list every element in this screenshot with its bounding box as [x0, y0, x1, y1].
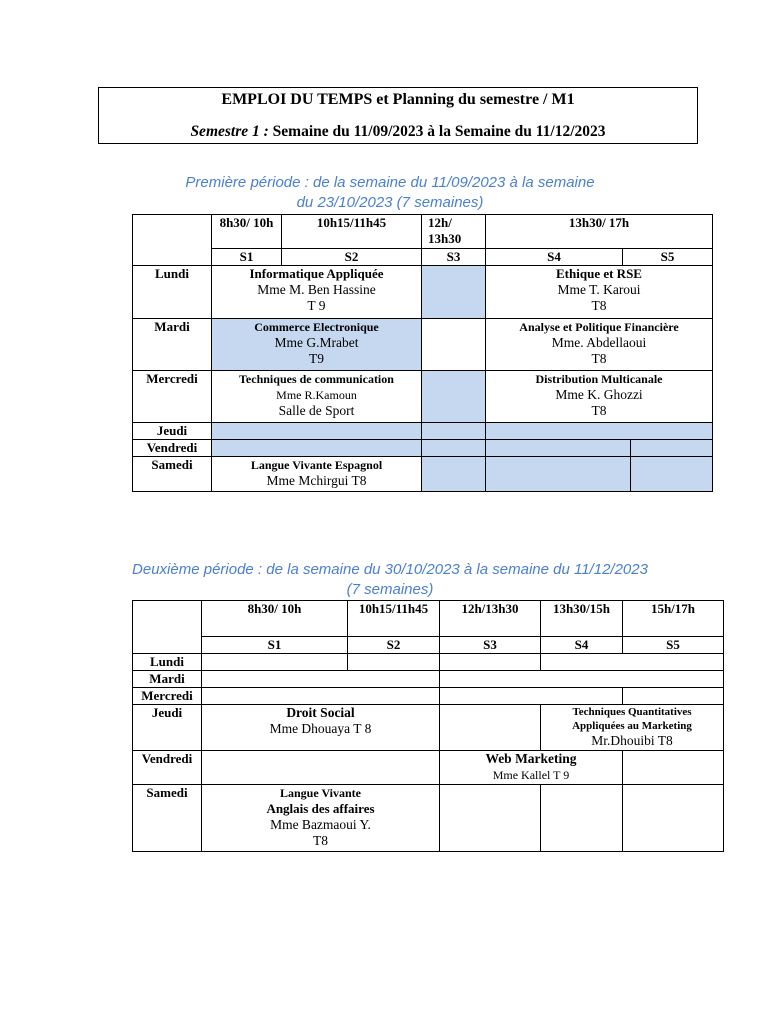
teacher-name: Mr.Dhouibi T8 — [591, 733, 673, 748]
course-name-line2: Anglais des affaires — [266, 801, 375, 816]
period1-time-s3-line2: 13h30 — [428, 231, 462, 246]
period2-lundi-s2 — [348, 654, 440, 671]
course-name: Distribution Multicanale — [535, 372, 663, 386]
period2-table — [132, 600, 724, 852]
period2-corner — [133, 601, 202, 654]
room-name: T8 — [591, 403, 607, 418]
period1-jeudi-s12 — [212, 423, 422, 440]
teacher-name: Mme K. Ghozzi — [555, 387, 643, 402]
teacher-name: Mme Dhouaya T 8 — [269, 721, 372, 736]
period2-slot-s5: S5 — [623, 637, 724, 654]
period1-time-s3 — [422, 215, 486, 249]
period1-title-line2: du 23/10/2023 (7 semaines) — [296, 194, 484, 211]
period1-jeudi-s3 — [422, 423, 486, 440]
room-name: T9 — [309, 351, 324, 366]
period1-jeudi-s45 — [486, 423, 713, 440]
period1-title-line1: Première période : de la semaine du 11/09/2023 à la semaine — [185, 174, 595, 191]
period2-mercredi-s12 — [202, 688, 440, 705]
course-name: Techniques de communication — [239, 372, 394, 386]
period1-day-mercredi: Mercredi — [133, 371, 212, 423]
period2-title-line2: (7 semaines) — [346, 581, 434, 598]
teacher-name: Mme Kallel T 9 — [492, 768, 570, 782]
period1-corner — [133, 215, 212, 266]
semester-range: Semaine du 11/09/2023 à la Semaine du 11/12/2023 — [268, 123, 606, 140]
period1-day-jeudi: Jeudi — [133, 423, 212, 440]
period2-title — [90, 560, 690, 600]
semester-line — [99, 123, 697, 141]
period2-samedi-s5 — [623, 785, 724, 852]
period1-mercredi-course-s45 — [486, 371, 713, 423]
period2-time-s3: 12h/13h30 — [440, 601, 541, 637]
course-name: Langue Vivante Espagnol — [250, 458, 383, 472]
teacher-name: Mme M. Ben Hassine — [257, 282, 376, 297]
document-title: EMPLOI DU TEMPS et Planning du semestre / M1 — [221, 91, 575, 108]
period2-day-mercredi: Mercredi — [133, 688, 202, 705]
period1-vendredi-s5 — [631, 440, 713, 457]
period1-day-vendredi: Vendredi — [133, 440, 212, 457]
room-name: T8 — [313, 833, 328, 848]
period1-mardi-s3 — [422, 319, 486, 371]
course-name: Droit Social — [286, 705, 355, 720]
period1-lundi-course — [212, 266, 422, 319]
course-name: Informatique Appliquée — [249, 266, 384, 281]
teacher-name: Mme Mchirgui T8 — [266, 473, 367, 488]
period1-vendredi-s4 — [486, 440, 631, 457]
room-name: T 9 — [307, 298, 326, 313]
period2-lundi-s1 — [202, 654, 348, 671]
period2-title-line1: Deuxième période : de la semaine du 30/10/2023 à la semaine du 11/12/2023 — [132, 561, 648, 578]
period2-time-s2: 10h15/11h45 — [348, 601, 440, 637]
period1-vendredi-s12 — [212, 440, 422, 457]
title-box — [98, 87, 698, 144]
period2-vendredi-s5 — [623, 751, 724, 785]
period1-mercredi-s3 — [422, 371, 486, 423]
period1-mardi-course-s45 — [486, 319, 713, 371]
period2-day-lundi: Lundi — [133, 654, 202, 671]
teacher-name: Mme T. Karoui — [557, 282, 641, 297]
room-name: T8 — [591, 351, 607, 366]
room-name: Salle de Sport — [278, 403, 355, 418]
period1-slot-s5: S5 — [623, 249, 713, 266]
course-name: Web Marketing — [485, 751, 577, 766]
teacher-name: Mme Bazmaoui Y. — [270, 817, 371, 832]
period1-samedi-s3 — [422, 457, 486, 492]
period1-slot-s3: S3 — [422, 249, 486, 266]
period2-samedi-course — [202, 785, 440, 852]
period2-samedi-s3 — [440, 785, 541, 852]
period2-jeudi-s3 — [440, 705, 541, 751]
teacher-name: Mme G.Mrabet — [274, 335, 359, 350]
period2-lundi-s3 — [440, 654, 541, 671]
period1-time-s2: 10h15/11h45 — [282, 215, 422, 249]
period2-jeudi-course — [202, 705, 440, 751]
period1-slot-s1: S1 — [212, 249, 282, 266]
period2-samedi-s4 — [541, 785, 623, 852]
course-name: Ethique et RSE — [556, 266, 642, 281]
period1-day-samedi: Samedi — [133, 457, 212, 492]
period2-day-mardi: Mardi — [133, 671, 202, 688]
period1-lundi-s3 — [422, 266, 486, 319]
period1-slot-s2: S2 — [282, 249, 422, 266]
period1-mardi-course — [212, 319, 422, 371]
period2-mercredi-s5 — [623, 688, 724, 705]
period2-slot-s4: S4 — [541, 637, 623, 654]
period2-slot-s2: S2 — [348, 637, 440, 654]
period1-vendredi-s3 — [422, 440, 486, 457]
period2-slot-s3: S3 — [440, 637, 541, 654]
period1-time-s45: 13h30/ 17h — [486, 215, 713, 249]
teacher-name: Mme R.Kamoun — [276, 388, 357, 402]
period2-day-vendredi: Vendredi — [133, 751, 202, 785]
course-name: Analyse et Politique Financière — [519, 320, 679, 334]
period1-table — [132, 214, 713, 492]
period1-mercredi-course — [212, 371, 422, 423]
period2-time-s5: 15h/17h — [623, 601, 724, 637]
teacher-name: Mme. Abdellaoui — [551, 335, 647, 350]
period2-time-s1: 8h30/ 10h — [202, 601, 348, 637]
course-name-line1: Techniques Quantitatives — [572, 706, 692, 718]
period1-day-lundi: Lundi — [133, 266, 212, 319]
period2-vendredi-s12 — [202, 751, 440, 785]
period1-day-mardi: Mardi — [133, 319, 212, 371]
period1-lundi-course-s45 — [486, 266, 713, 319]
course-name-line2: Appliquées au Marketing — [572, 720, 692, 732]
room-name: T8 — [591, 298, 607, 313]
period1-samedi-s5 — [631, 457, 713, 492]
period2-lundi-s45 — [541, 654, 724, 671]
period2-mardi-s12 — [202, 671, 440, 688]
period1-time-s1: 8h30/ 10h — [212, 215, 282, 249]
period2-day-samedi: Samedi — [133, 785, 202, 852]
course-name-line1: Langue Vivante — [279, 786, 361, 800]
semester-label: Semestre 1 : — [190, 123, 269, 140]
period2-slot-s1: S1 — [202, 637, 348, 654]
course-name: Commerce Electronique — [254, 320, 379, 334]
period1-time-s3-line1: 12h/ — [428, 215, 452, 230]
period1-samedi-course — [212, 457, 422, 492]
period1-title — [130, 173, 650, 213]
period2-time-s4: 13h30/15h — [541, 601, 623, 637]
period2-mercredi-s34 — [440, 688, 623, 705]
period2-vendredi-course — [440, 751, 623, 785]
period2-day-jeudi: Jeudi — [133, 705, 202, 751]
period2-mardi-s345 — [440, 671, 724, 688]
period1-samedi-s4 — [486, 457, 631, 492]
period2-jeudi-course-s45 — [541, 705, 724, 751]
period1-slot-s4: S4 — [486, 249, 623, 266]
